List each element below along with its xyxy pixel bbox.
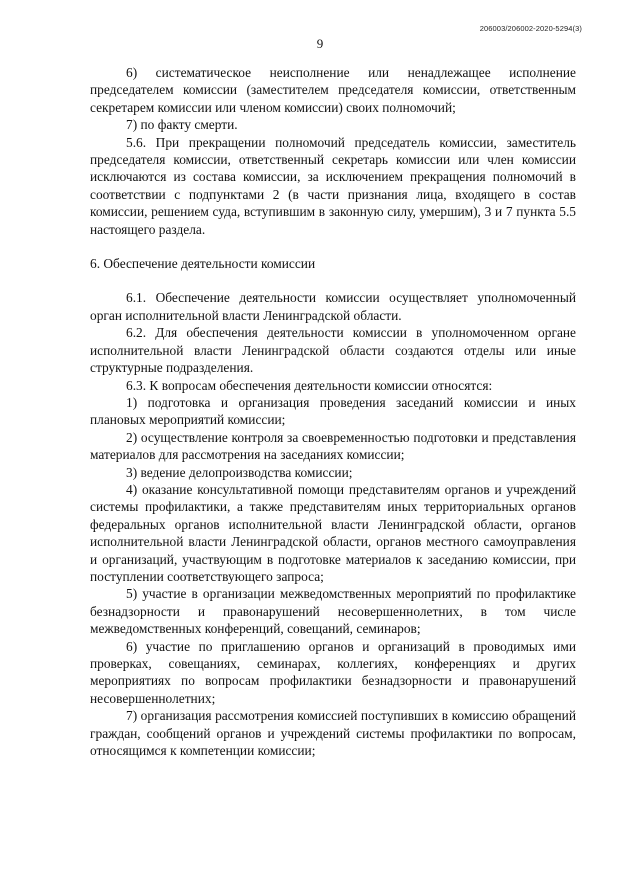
list-item-7: 7) организация рассмотрения комиссией поступивших в комиссию обращений граждан, сообщений органов и учреждений системы профилактики по вопросам, относящимся к компетенции комиссии;	[90, 708, 576, 759]
paragraph-5-6: 5.6. При прекращении полномочий председатель комиссии, заместитель председателя комиссии, ответственный секретарь комиссии или член комиссии исключаются из состава комиссии, за исключением прекращения полномочий в соответствии с подпунктами 2 (в части признания лица, входящего в состав комиссии, решением суда, вступившим в законную силу, умершим), 3 и 7 пункта 5.5 настоящего раздела.	[90, 134, 576, 237]
document-body	[90, 64, 576, 759]
list-item-5: 5) участие в организации межведомственных мероприятий по профилактике безнадзорности и правонарушений несовершеннолетних, в том числе межведомственных конференций, совещаний, семинаров;	[90, 586, 576, 637]
paragraph-item-7-death: 7) по факту смерти.	[126, 117, 238, 133]
list-item-3: 3) ведение делопроизводства комиссии;	[126, 464, 353, 480]
list-item-4: 4) оказание консультативной помощи представителям органов и учреждений системы профилактики, а также представителям иных территориальных органов федеральных органов исполнительной власти Ленинградской области, органов исполнительной власти Ленинградской области, органов местного самоуправления и организаций, участвующим в подготовке материалов к заседанию комиссии, при поступлении соответствующего запроса;	[90, 481, 576, 584]
paragraph-item-6-systematic-nonperformance: 6) систематическое неисполнение или ненадлежащее исполнение председателем комиссии (заместителем председателя комиссии, ответственным секретарем комиссии или членом комиссии) своих полномочий;	[90, 65, 576, 115]
list-item-1: 1) подготовка и организация проведения заседаний комиссии и иных плановых мероприятий комиссии;	[90, 394, 576, 428]
list-item-2: 2) осуществление контроля за своевременностью подготовки и представления материалов для рассмотрения на заседаниях комиссии;	[90, 429, 576, 463]
paragraph-6-1: 6.1. Обеспечение деятельности комиссии осуществляет уполномоченный орган исполнительной власти Ленинградской области.	[90, 290, 576, 323]
page-number: 9	[316, 36, 324, 51]
list-item-6: 6) участие по приглашению органов и организаций в проводимых ими проверках, совещаниях, семинарах, коллегиях, конференциях и других мероприятиях по вопросам профилактики безнадзорности и правонарушений несовершеннолетних;	[90, 638, 576, 706]
section-heading: 6. Обеспечение деятельности комиссии	[90, 256, 316, 272]
paragraph-6-2: 6.2. Для обеспечения деятельности комиссии в уполномоченном органе исполнительной власти Ленинградской области создаются отделы или иные структурные подразделения.	[90, 325, 576, 376]
paragraph-6-3: 6.3. К вопросам обеспечения деятельности комиссии относятся:	[126, 377, 493, 393]
document-registration-number: 206003/206002-2020-5294(3)	[479, 24, 582, 33]
